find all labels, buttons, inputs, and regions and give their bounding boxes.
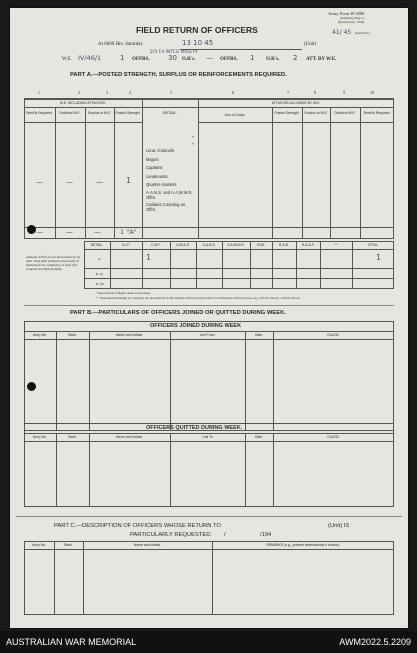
val-reinf: — (36, 178, 43, 186)
footer-left: AUSTRALIAN WAR MEMORIAL (6, 637, 137, 647)
analysis-note: Analysis of Part A to be shown here by all units. Only units entitled to have A (ii) of instructions for completion of form will complete Part B(ii) & B(iii). (26, 255, 80, 271)
q-vline-2 (89, 433, 90, 507)
unit-label: (Unit) (304, 42, 317, 47)
right-group-header: ATTACHED ALLOWED BY W.E. (271, 101, 321, 105)
col-num-8: 8 (314, 90, 316, 95)
analysis-foot2: * * Personnel belonging to a category not provided for in the analysis will be shown in this Col. Particulars will be shown, e.g., 10 U.K. Forces, 12 R.N. Forces. (96, 296, 301, 300)
part-c-title-unit: (Unit) IS (328, 523, 350, 529)
part-a-table (24, 99, 394, 239)
vline-8 (330, 107, 331, 239)
j-vline-4 (245, 331, 246, 431)
total-surplus: — (94, 228, 101, 236)
an-vline-2 (142, 241, 143, 289)
vline-6 (272, 107, 273, 239)
vline-3 (114, 107, 115, 239)
an-row-bi: B. (i) (96, 272, 103, 276)
ors2-label: O.R's. (266, 57, 280, 62)
an-head-other: * * (334, 243, 338, 247)
rank-asterisks: * * (192, 135, 194, 147)
c-head-line (24, 549, 394, 550)
j-vline-2 (89, 331, 90, 431)
joined-title-line (24, 331, 394, 332)
punch-hole-top (27, 225, 36, 234)
vline-7 (302, 107, 303, 239)
analysis-row-line1 (84, 268, 394, 269)
an-head-awas: A.W.A.S. (176, 243, 190, 247)
c-vline-2 (83, 541, 84, 615)
rank-list (146, 147, 196, 212)
q-vline-4 (245, 433, 246, 507)
serial-value: 41/ 45 (332, 29, 352, 36)
q-head-armyno: Army No. (32, 435, 48, 439)
vline-2 (85, 107, 86, 239)
head-posted-left: Posted Strength. (115, 111, 141, 115)
offrs-value: 1 (120, 54, 125, 62)
q-head-name: Name and Initials. (115, 435, 144, 439)
head-posted-right: Posted Strength. (274, 111, 300, 115)
we-label: W.E. (62, 57, 72, 62)
an-vline-3 (170, 241, 171, 289)
left-group-header: W.E. INCLUDING ATTACHED. (59, 101, 107, 105)
part-b-dash (24, 305, 394, 306)
col-num-4: 4 (129, 90, 131, 95)
joined-head-line (24, 339, 394, 340)
rank-major: Majors (146, 156, 159, 162)
serial-label: (Serial No.) (355, 31, 371, 35)
part-c-table (24, 541, 394, 615)
an-row-a: A. (98, 257, 102, 261)
offrs-label: OFFRS. (132, 57, 150, 62)
att-value: 2 (293, 54, 298, 62)
j-head-date: Date. (254, 333, 264, 337)
analysis-head-line (84, 249, 394, 250)
rank-captain: Captains (146, 165, 163, 170)
punch-hole-bottom (27, 382, 36, 391)
col-num-5: 5 (170, 90, 172, 95)
head-line-right (198, 122, 394, 123)
date-value: 13 10 45 (182, 39, 214, 47)
an-head-aif: A.I.F. (122, 243, 130, 247)
part-c-date: / (224, 532, 226, 538)
j-vline-1 (56, 331, 57, 431)
date-underline (180, 49, 302, 50)
j-head-armyno: Army No. (32, 333, 48, 337)
col-num-7: 7 (287, 90, 289, 95)
an-aif-value: 1 (146, 253, 152, 262)
form-ref (328, 12, 364, 24)
c-head-armyno: Army No. (31, 543, 47, 547)
offrs2-value: 1 (250, 54, 255, 62)
head-surplus-left: Surplus to W.E. (87, 111, 112, 115)
group-header-line (24, 107, 394, 108)
c-head-name: Name and Initials. (133, 543, 162, 547)
part-a-title: PART A.—POSTED STRENGTH, SURPLUS OR REINFORCEMENTS REQUIRED. (70, 72, 287, 78)
ors-value2: — (206, 54, 213, 62)
val-deficient: — (66, 178, 73, 186)
rank-civilians: Civilians Counting as Offrs. (146, 201, 186, 212)
q-vline-5 (273, 433, 274, 507)
quitted-title-line (24, 433, 394, 434)
an-head-raaf: R.A.A.F. (301, 243, 315, 247)
an-head-aans: A.A.N.S. (202, 243, 216, 247)
joined-table (24, 321, 394, 431)
an-vline-4 (196, 241, 197, 289)
footer-right: AWM2022.5.2209 (339, 637, 411, 647)
an-head-ran: R.A.N. (279, 243, 289, 247)
col-num-1: 1 (38, 90, 40, 95)
total-deficient: — (66, 228, 73, 236)
unit-value: 2/3 Fd INTCG MISS Pl (150, 50, 198, 55)
att-label: ATT. BY W.E. (306, 57, 337, 62)
an-head-total: TOTAL. (367, 243, 379, 247)
j-head-unit: Unit From. (199, 333, 216, 337)
vline-5 (198, 99, 199, 239)
c-vline-1 (54, 541, 55, 615)
q-head-date: Date. (254, 435, 264, 439)
q-vline-3 (170, 433, 171, 507)
j-vline-3 (170, 331, 171, 431)
an-total-value: 1 (376, 253, 382, 262)
part-c-title-a: PART C.—DESCRIPTION OF OFFICERS WHOSE RETURN TO (54, 523, 221, 529)
an-row-bii: B. (ii) (96, 282, 104, 286)
j-head-name: Name and Initials. (115, 333, 144, 337)
part-c-title-b: PARTICULARLY REQUESTED. (130, 532, 213, 538)
total-reinf: — (36, 228, 43, 236)
an-vline-9 (320, 241, 321, 289)
footer-bar (0, 631, 417, 653)
rank-lt-col: Lieut.-Colonels (146, 148, 174, 153)
quitted-head-line (24, 441, 394, 442)
val-posted: 1 (126, 176, 132, 185)
total-row-line (24, 227, 394, 228)
q-head-unit: Unit To (202, 435, 213, 439)
form-sheet (10, 8, 408, 628)
val-surplus: — (96, 178, 103, 186)
form-ref-line1: Army Form W.3008 (328, 11, 365, 16)
rank-aans: A.A.N.S. and A.A.M.W.S. Offrs. (146, 189, 193, 200)
j-head-rank: Rank. (68, 333, 77, 337)
offrs2-label: OFFRS. (220, 57, 238, 62)
an-vline-5 (222, 241, 223, 289)
head-reinf-right: Reinf'ts Required. (363, 111, 391, 115)
vline-1 (55, 107, 56, 239)
head-deficient-right: Deficient W.E. (334, 111, 356, 115)
form-ref-line2: (Adapted) (Page 1) (340, 16, 365, 20)
an-head-aamws: A.A.M.W.S. (227, 243, 245, 247)
we-value: IV/46/1 (78, 54, 102, 62)
analysis-row-line2 (84, 278, 394, 279)
q-vline-1 (56, 433, 57, 507)
an-head-detail: DETAIL. (90, 243, 104, 247)
j-vline-5 (273, 331, 274, 431)
form-ref-line3: (Revised Jan., 1943) (338, 20, 365, 24)
joined-title: OFFICERS JOINED DURING WEEK (150, 323, 242, 329)
form-title: FIELD RETURN OF OFFICERS (136, 25, 258, 35)
an-head-civil: CIVIL (256, 243, 266, 247)
j-head-cause: CAUSE. (327, 333, 340, 337)
c-vline-3 (212, 541, 213, 615)
an-vline-10 (352, 241, 353, 289)
head-surplus-right: Surplus to W.E. (304, 111, 328, 115)
total-posted: 1 "A" (120, 228, 137, 236)
col-num-9: 9 (343, 90, 345, 95)
an-vline-8 (296, 241, 297, 289)
part-c-year: /194 (260, 532, 272, 538)
head-deficient-left: Deficient W.E. (59, 111, 81, 115)
ors-label: O.R's. (182, 57, 196, 62)
an-vline-1 (110, 241, 111, 289)
head-reinf-left: Reinf'ts Required. (26, 111, 53, 115)
ors-value: 30 (168, 54, 177, 62)
an-head-cmf: C.M.F. (151, 243, 161, 247)
an-vline-7 (272, 241, 273, 289)
head-line-left (24, 122, 142, 123)
vline-9 (360, 107, 361, 239)
quitted-title: OFFICERS QUITTED DURING WEEK. (146, 425, 243, 431)
rank-lieutenant: Lieutenants (146, 173, 168, 179)
col-num-6: 6 (232, 90, 234, 95)
head-detail: DETAIL. (162, 110, 178, 115)
col-num-3: 3 (106, 90, 108, 95)
part-c-dash (16, 516, 402, 517)
part-b-title: PART B.—PARTICULARS OF OFFICERS JOINED OR QUITTED DURING WEEK. (70, 310, 286, 316)
q-head-cause: CAUSE. (327, 435, 340, 439)
c-head-rank: Rank. (64, 543, 73, 547)
q-head-rank: Rank. (68, 435, 77, 439)
vline-4 (142, 99, 143, 239)
an-vline-6 (250, 241, 251, 289)
at-label: At 0600 Hrs. Saturday (98, 42, 143, 47)
rank-qm: Quarter-masters (146, 182, 177, 187)
col-num-2: 2 (78, 90, 80, 95)
c-head-remarks: REMARKS (e.g., present whereabouts if known). (266, 543, 340, 547)
head-arm-of-corps: Arm of Corps. (224, 113, 246, 117)
col-num-10: 10 (370, 90, 374, 95)
analysis-foot1: * Insert detail of higher ranks as necessary. (96, 291, 151, 295)
